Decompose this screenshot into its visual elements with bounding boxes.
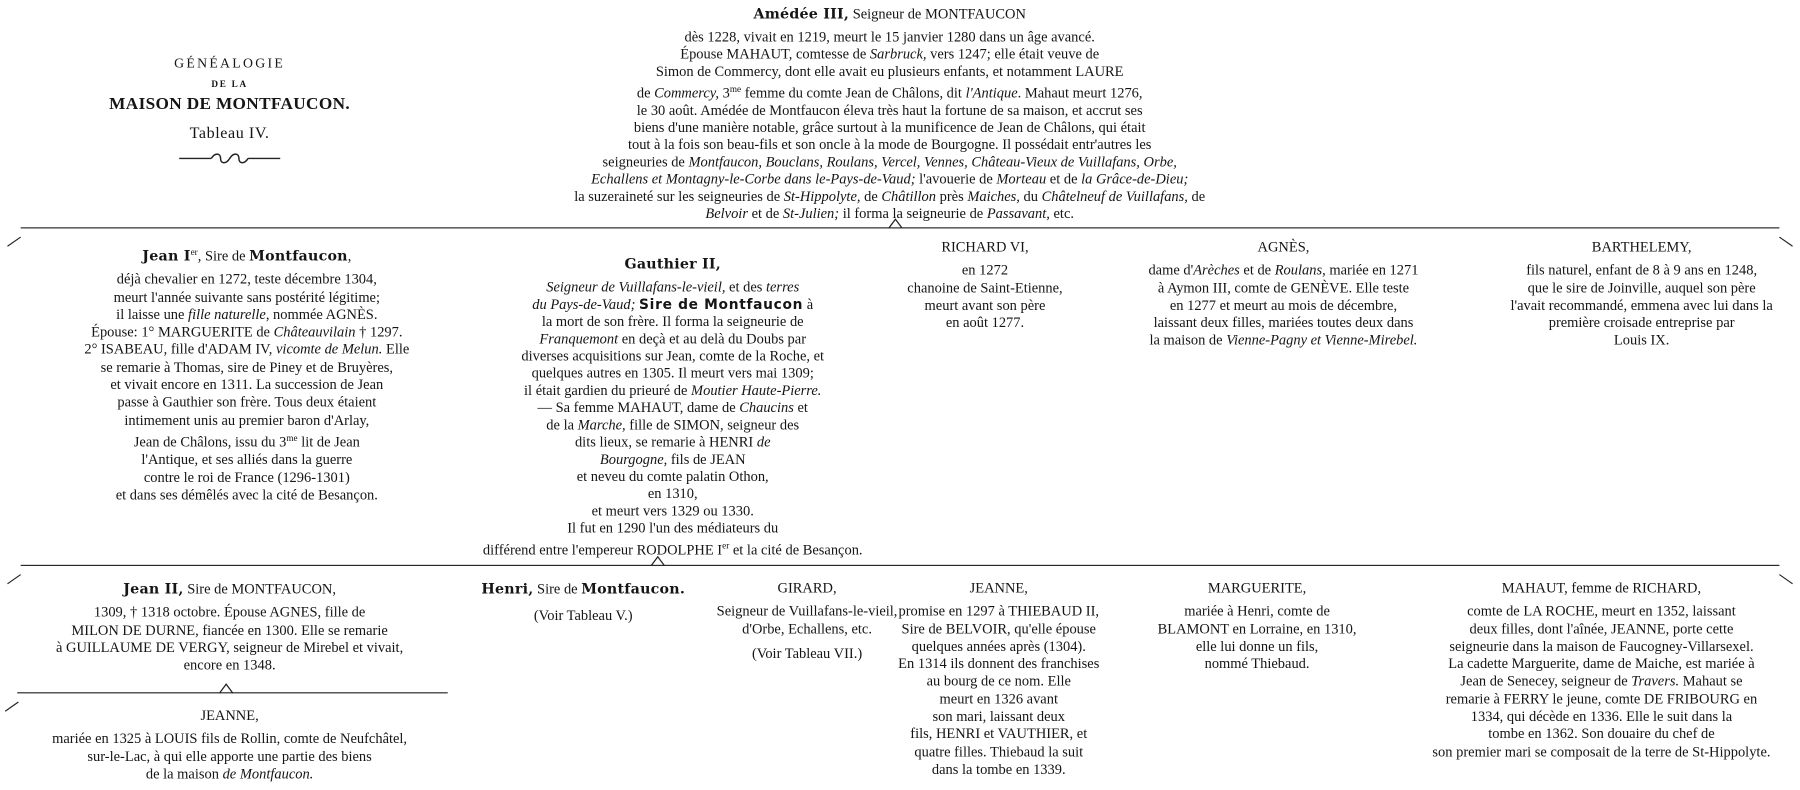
text-segment: , mariée en 1271: [1322, 262, 1419, 279]
title-de-la: DE LA: [211, 79, 248, 90]
text-segment: , nommée AGNÈS.: [265, 306, 378, 323]
generation-line-2: [21, 565, 1780, 566]
entry-text-line: la mort de son frère. Il forma la seigneurie de: [541, 313, 804, 330]
entry-text-line: [483, 296, 863, 313]
entry-text-line: contre le roi de France (1296-1301): [143, 469, 350, 486]
italic-segment: terres: [766, 278, 800, 296]
italic-segment: Belvoir: [705, 205, 748, 222]
entry-text-line: deux filles, dont l'aînée, JEANNE, porte cette: [1469, 620, 1734, 637]
entry-text-line: [483, 417, 863, 434]
text-segment: et la cité de Besançon.: [729, 541, 863, 558]
text-segment: il laisse une: [116, 306, 189, 323]
entry-text-line: [483, 537, 863, 559]
text-segment: 2° ISABEAU, fille d'ADAM IV,: [84, 341, 277, 358]
entry-text-line: se remarie à Thomas, sire de Piney et de Bruyères,: [100, 359, 394, 376]
italic-segment: Châtelneuf de Vuillafans,: [1041, 188, 1188, 205]
entry-text-line: MILON DE DURNE, fiancée en 1300. Elle se remarie: [71, 621, 388, 638]
bold-name: Jean II,: [123, 579, 184, 597]
bold-name: Gauthier II,: [624, 254, 721, 273]
caret-connector-icon: [219, 683, 233, 693]
entry-text-line: Sire de BELVOIR, qu'elle épouse: [901, 620, 1096, 637]
entry-text-line: et neveu du comte palatin Othon,: [576, 468, 769, 485]
italic-segment: vicomte de Melun.: [276, 341, 383, 358]
text-segment: Épouse MAHAUT, comtesse de: [680, 45, 870, 62]
entry-text-line: meurt en 1326 avant: [939, 690, 1058, 707]
text-segment: l'avouerie de: [915, 171, 997, 188]
italic-segment: de Montfaucon.: [222, 765, 314, 782]
entry-text-line: 1334, qui décède en 1336. Elle le suit dans la: [1470, 708, 1733, 725]
text-segment: Jean de Châlons, issu du 3: [133, 433, 287, 450]
italic-segment: St-Julien;: [782, 205, 840, 222]
entry-text-line: [483, 382, 863, 399]
entry-text-line: tombe en 1362. Son douaire du chef de: [1488, 725, 1715, 743]
text-segment: Sire de: [533, 580, 582, 597]
entry-text-line: [483, 331, 863, 348]
entry-text-line: au bourg de ce nom. Elle: [926, 673, 1071, 690]
entry-jeanne-daughter-of-jean-ii: [52, 707, 407, 783]
superscript: er: [190, 246, 198, 258]
entry-text-line: passe à Gauthier son frère. Tous deux étaient: [117, 394, 377, 411]
text-segment: Jean de Senecey, seigneur de: [1460, 673, 1632, 690]
entry-text-line: [84, 324, 409, 342]
italic-segment: Sarbruck,: [869, 45, 927, 62]
entry-text-line: Seigneur de Vuillafans-le-vieil,: [716, 603, 898, 620]
entry-text-line: à Aymon III, comte de GENÈVE. Elle teste: [1157, 279, 1410, 296]
entry-heading: JEANNE,: [969, 579, 1028, 596]
text-segment: à: [803, 296, 814, 313]
italic-segment: l'Antique: [965, 84, 1018, 102]
entry-text-line: et vivait encore en 1311. La succession de Jean: [110, 376, 384, 393]
entry-text-line: nommé Thiebaud.: [1204, 655, 1310, 672]
entry-text-line: Il fut en 1290 l'un des médiateurs du: [567, 520, 779, 537]
line-end-right: [1779, 574, 1793, 584]
italic-segment: Passavant,: [986, 205, 1050, 222]
entry-text-line: [84, 429, 409, 451]
title-genealogie: GÉNÉALOGIE: [174, 55, 286, 72]
text-segment: de: [860, 188, 882, 205]
entry-mahaut: [1432, 580, 1770, 761]
text-segment: et: [793, 399, 808, 416]
entry-text-line: [1148, 262, 1418, 280]
entry-text-line: le 30 août. Amédée de Montfaucon éleva très haut la fortune de sa maison, et accrut ses: [636, 102, 1143, 119]
table-title: [109, 55, 350, 164]
entry-text-line: meurt l'année suivante sans postérité légitime;: [113, 288, 381, 305]
entry-text-line: [1432, 673, 1770, 691]
italic-segment: Marche: [577, 416, 623, 433]
entry-text-line: laissant deux filles, mariées toutes deux dans: [1153, 314, 1414, 331]
entry-text-line: seigneurie dans la maison de Faucogney-Villarsexel.: [1449, 638, 1754, 655]
ornament-divider-icon: [177, 153, 283, 164]
bold-title: Sire de Montfaucon: [639, 296, 804, 313]
text-segment: . Mahaut meurt 1276,: [1017, 84, 1143, 102]
entry-text-line: en 1277 et meurt au mois de décembre,: [1169, 297, 1398, 314]
italic-segment: Commercy,: [654, 84, 720, 102]
bold-name: Montfaucon.: [581, 579, 686, 597]
entry-heading: [56, 580, 403, 599]
text-segment: Mahaut se: [1679, 673, 1743, 690]
entry-text-line: intimement unis au premier baron d'Arlay,: [124, 411, 370, 428]
entry-text-line: [52, 766, 407, 784]
entry-heading: [574, 5, 1205, 23]
line-end-left: [7, 574, 21, 584]
entry-heading: [483, 255, 863, 273]
italic-segment: Franquemont: [539, 330, 619, 347]
entry-heading: BARTHELEMY,: [1591, 238, 1692, 255]
superscript: er: [722, 540, 730, 552]
text-segment: de la: [546, 416, 578, 433]
entry-text-line: en 1272: [961, 262, 1009, 279]
entry-text-line: meurt avant son père: [924, 297, 1046, 314]
entry-text-line: son premier mari se composait de la terre de St-Hippolyte.: [1432, 743, 1771, 760]
entry-text-line: En 1314 ils donnent des franchises: [898, 655, 1100, 672]
entry-jean-i: [84, 243, 409, 504]
text-segment: † 1297.: [355, 323, 403, 341]
text-segment: lit de Jean: [297, 433, 360, 450]
entry-text-line: d'Orbe, Echallens, etc.: [742, 620, 872, 637]
entry-text-line: promise en 1297 à THIEBAUD II,: [898, 603, 1100, 620]
text-segment: etc.: [1049, 205, 1074, 222]
italic-segment: Vienne-Pagny et Vienne-Mirebel.: [1226, 332, 1418, 349]
text-segment: Elle: [382, 341, 410, 358]
italic-segment: Châteauvilain: [273, 323, 356, 341]
text-segment: du: [1019, 188, 1042, 205]
text-segment: dits lieux, se remarie à HENRI: [574, 433, 757, 451]
entry-gauthier-ii: [483, 255, 863, 559]
entry-text-line: [483, 451, 863, 468]
text-segment: de la maison: [145, 765, 223, 782]
entry-text-line: [483, 434, 863, 451]
entry-text-line: sur-le-Lac, à qui elle apporte une partie des biens: [87, 748, 372, 765]
entry-barthelemy: [1510, 239, 1772, 350]
text-segment: femme du comte Jean de Châlons, dit: [741, 84, 966, 102]
entry-agnes: [1148, 239, 1418, 350]
entry-text-line: en août 1277.: [945, 314, 1025, 331]
superscript: me: [286, 432, 298, 444]
entry-text-line: comte de LA ROCHE, meurt en 1352, laissant: [1467, 603, 1736, 620]
entry-text-line: l'Antique, et ses alliés dans la guerre: [141, 451, 353, 468]
entry-text-line: [574, 154, 1205, 171]
text-segment: et de: [1239, 262, 1275, 279]
entry-text-line: dès 1228, vivait en 1219, meurt le 15 janvier 1280 dans un âge avancé.: [684, 28, 1095, 45]
text-segment: et de: [747, 205, 783, 222]
entry-heading: MARGUERITE,: [1207, 579, 1307, 596]
text-segment: vers 1247; elle était veuve de: [926, 45, 1100, 62]
text-segment: 3: [719, 84, 730, 102]
entry-text-line: remarie à FERRY le jeune, comte DE FRIBOURG en: [1445, 690, 1758, 707]
text-segment: il forma la seigneurie de: [839, 205, 987, 222]
italic-segment: Châtillon: [881, 188, 937, 205]
entry-text-line: mariée en 1325 à LOUIS fils de Rollin, comte de Neufchâtel,: [52, 730, 408, 747]
entry-text-line: (Voir Tableau VII.): [751, 645, 863, 662]
italic-segment: Morteau: [996, 171, 1047, 188]
italic-segment: du Pays-de-Vaud;: [532, 296, 636, 313]
entry-text-line: [1148, 332, 1418, 350]
entry-text-line: dans la tombe en 1339.: [931, 761, 1066, 778]
entry-heading: AGNÈS,: [1257, 238, 1310, 255]
text-segment: dame d': [1148, 262, 1194, 279]
text-segment: , fille de SIMON, seigneur des: [622, 416, 800, 433]
line-end-right: [1779, 237, 1793, 247]
entry-text-line: [574, 171, 1205, 188]
italic-segment: Travers.: [1631, 673, 1680, 690]
entry-text-line: à GUILLAUME DE VERGY, seigneur de Mirebel et vivait,: [56, 639, 404, 656]
text-segment: de: [636, 84, 655, 102]
italic-segment: Chaucins: [739, 399, 794, 416]
text-segment: et de: [1046, 171, 1082, 188]
text-segment: la suzeraineté sur les seigneuries de: [574, 188, 784, 205]
entry-text-line: [574, 46, 1205, 63]
entry-text-line: quelques autres en 1305. Il meurt vers mai 1309;: [531, 365, 814, 382]
italic-segment: la Grâce-de-Dieu;: [1081, 171, 1189, 188]
italic-segment: de: [756, 433, 771, 451]
italic-segment: fille naturelle: [188, 306, 266, 323]
entry-text-line: [574, 188, 1205, 205]
entry-text-line: Louis IX.: [1613, 332, 1670, 349]
entry-text-line: l'avait recommandé, emmena avec lui dans la: [1510, 297, 1773, 314]
italic-segment: St-Hippolyte,: [783, 188, 861, 205]
entry-text-line: biens d'une manière notable, grâce surtout à la munificence de Jean de Châlons, qui était: [633, 119, 1146, 136]
bold-name: Jean I: [142, 246, 191, 265]
text-segment: près: [936, 188, 968, 205]
superscript: me: [729, 83, 742, 95]
entry-text-line: [84, 342, 409, 360]
entry-richard-vi: [907, 239, 1062, 333]
text-segment: , Sire de: [197, 247, 250, 265]
caret-connector-icon: [651, 556, 665, 566]
entry-text-line: diverses acquisitions sur Jean, comte de la Roche, et: [521, 347, 825, 364]
text-segment: — Sa femme MAHAUT, dame de: [537, 399, 740, 416]
text-segment: et des: [725, 278, 767, 296]
entry-text-line: déjà chevalier en 1272, teste décembre 1304,: [116, 271, 377, 288]
text-segment: fils de JEAN: [667, 451, 746, 468]
entry-amedee-iii: [574, 5, 1205, 223]
italic-segment: Seigneur de Vuillafans-le-vieil,: [546, 278, 726, 296]
entry-text-line: et dans ses démêlés avec la cité de Besançon.: [115, 486, 378, 503]
entry-text-line: fils naturel, enfant de 8 à 9 ans en 1248,: [1526, 262, 1758, 279]
italic-segment: Montfaucon, Bouclans, Roulans, Vercel, Vennes, Château-Vieux de Vuillafans, Orbe,: [688, 153, 1177, 170]
entry-text-line: mariée à Henri, comte de: [1184, 603, 1330, 620]
entry-heading: JEANNE,: [200, 707, 259, 724]
text-segment: de: [1187, 188, 1206, 205]
bold-name: Montfaucon: [249, 246, 348, 265]
text-segment: ,: [347, 247, 352, 265]
entry-text-line: [574, 80, 1205, 102]
entry-text-line: en 1310,: [647, 485, 698, 502]
entry-text-line: quatre filles. Thiebaud la suit: [914, 743, 1084, 760]
entry-text-line: son mari, laissant deux: [932, 708, 1066, 725]
text-segment: Seigneur de MONTFAUCON: [849, 5, 1026, 22]
entry-text-line: fils, HENRI et VAUTHIER, et: [910, 725, 1088, 743]
text-segment: seigneuries de: [602, 153, 689, 170]
entry-text-line: [483, 400, 863, 417]
entry-text-line: encore en 1348.: [183, 656, 276, 673]
entry-text-line: elle lui donne un fils,: [1195, 638, 1319, 655]
italic-segment: Moutier Haute-Pierre.: [691, 382, 822, 399]
entry-text-line: [84, 306, 409, 324]
bold-name: Henri,: [481, 579, 534, 597]
text-segment: Épouse: 1° MARGUERITE de: [91, 323, 274, 341]
bold-name: Amédée III,: [753, 4, 850, 22]
entry-marguerite: [1158, 580, 1357, 674]
entry-henri: [481, 580, 685, 625]
entry-text-line: première croisade entreprise par: [1548, 314, 1735, 331]
entry-heading: RICHARD VI,: [941, 238, 1029, 255]
entry-heading: [481, 580, 685, 599]
entry-text-line: tout à la fois son beau-fils et son oncle à la mode de Bourgogne. Il possédait entr'autres les: [627, 136, 1152, 153]
italic-segment: Bourgogne,: [599, 451, 668, 468]
entry-text-line: que le sire de Joinville, auquel son père: [1527, 279, 1756, 296]
title-tableau: Tableau IV.: [189, 125, 270, 143]
italic-segment: Maiches,: [967, 188, 1020, 205]
entry-text-line: (Voir Tableau V.): [533, 607, 633, 624]
text-segment: Sire de MONTFAUCON,: [183, 580, 336, 597]
entry-text-line: chanoine de Saint-Etienne,: [907, 279, 1063, 296]
entry-text-line: quelques années après (1304).: [911, 638, 1086, 655]
caret-connector-icon: [889, 218, 903, 228]
entry-text-line: [483, 279, 863, 296]
entry-text-line: 1309, † 1318 octobre. Épouse AGNES, fille de: [93, 604, 366, 621]
italic-segment: Echallens et Montagny-le-Corbe dans le-Pays-de-Vaud;: [591, 171, 916, 188]
entry-girard: [717, 580, 898, 663]
line-end-left: [7, 237, 21, 247]
title-maison: MAISON DE MONTFAUCON.: [109, 95, 351, 114]
text-segment: la maison de: [1149, 332, 1227, 349]
text-segment: en deçà et au delà du Doubs par: [618, 330, 807, 347]
entry-heading: MAHAUT, femme de RICHARD,: [1501, 579, 1702, 596]
entry-heading: [84, 243, 409, 265]
italic-segment: Arèches: [1193, 262, 1240, 279]
entry-text-line: La cadette Marguerite, dame de Maiche, est mariée à: [1448, 655, 1755, 672]
entry-jean-ii: [56, 580, 403, 675]
text-segment: il était gardien du prieuré de: [524, 382, 692, 399]
line-end-left: [5, 702, 19, 712]
entry-text-line: et meurt vers 1329 ou 1330.: [591, 502, 754, 519]
entry-text-line: BLAMONT en Lorraine, en 1310,: [1157, 620, 1357, 637]
entry-heading: GIRARD,: [777, 579, 837, 596]
entry-text-line: Simon de Commercy, dont elle avait eu plusieurs enfants, et notamment LAURE: [655, 63, 1124, 80]
entry-jeanne: [898, 580, 1099, 779]
text-segment: différend entre l'empereur RODOLPHE I: [482, 541, 723, 558]
italic-segment: Roulans: [1274, 262, 1323, 279]
